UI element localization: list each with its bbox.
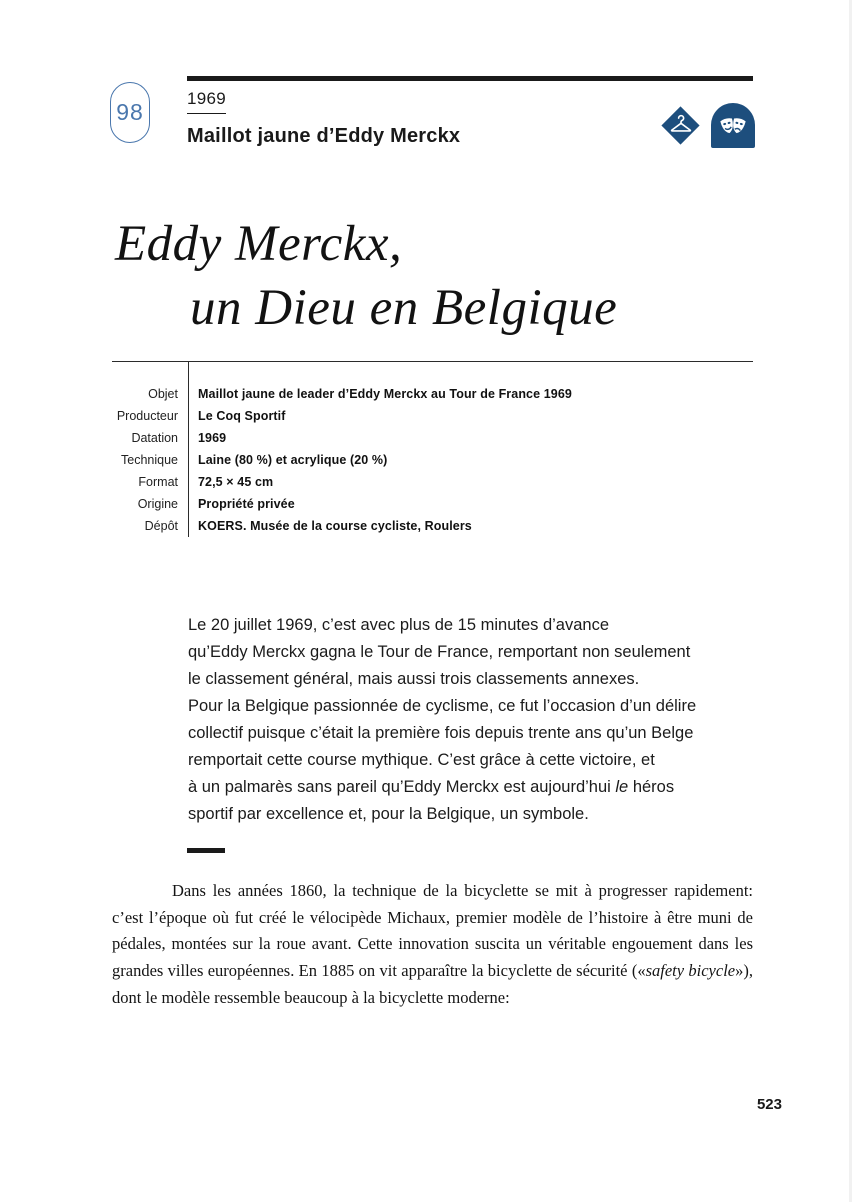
- metadata-label: Format: [138, 475, 178, 489]
- metadata-row: [112, 383, 753, 405]
- section-dash: [187, 848, 225, 853]
- intro-line: [188, 720, 778, 747]
- intro-paragraph: [188, 612, 778, 828]
- metadata-row: [112, 427, 753, 449]
- intro-line: [188, 747, 778, 774]
- text-segment: Le 20 juillet 1969, c’est avec plus de 15 minutes d’avance: [188, 616, 610, 634]
- intro-line: [188, 612, 778, 639]
- text-segment: héros: [628, 778, 675, 796]
- masks-glyph: [717, 110, 749, 142]
- metadata-value: Laine (80 %) et acrylique (20 %): [198, 453, 388, 467]
- metadata-row: [112, 515, 753, 537]
- intro-line: [188, 693, 778, 720]
- text-segment: le classement général, mais aussi trois classements annexes.: [188, 670, 640, 688]
- essay-title-line2: un Dieu en Belgique: [190, 280, 618, 336]
- text-segment: »), dont le modèle ressemble beaucoup à la bicyclette moderne:: [112, 961, 753, 1007]
- essay-title-line1: Eddy Merckx,: [115, 216, 403, 272]
- theater-masks-icon: [711, 103, 755, 148]
- metadata-table: [112, 362, 753, 537]
- italic-text: le: [615, 778, 629, 796]
- intro-line: [188, 774, 778, 801]
- metadata-value: 1969: [198, 431, 227, 445]
- metadata-label: Datation: [131, 431, 178, 445]
- text-segment: Dans les années 1860, la technique de la bicyclette se mit à progresser rapidement: c’est l’époque où fut créé le vélocipède Michaux, premier modèle de l’histoire à être muni de pédales, montées sur la roue avant. Cette innovation suscita un véritable engouement dans les grandes villes européennes. En 1885 on vit apparaître la bicyclette de sécurité («: [112, 881, 753, 981]
- header-year: 1969: [187, 89, 226, 114]
- text-segment: remportait cette course mythique. C’est grâce à cette victoire, et: [188, 751, 655, 769]
- metadata-label: Producteur: [116, 409, 178, 423]
- text-segment: sportif par excellence et, pour la Belgique, un symbole.: [188, 805, 589, 823]
- metadata-row: [112, 471, 753, 493]
- metadata-value: Le Coq Sportif: [198, 409, 286, 423]
- metadata-label: Objet: [148, 387, 178, 401]
- text-segment: qu’Eddy Merckx gagna le Tour de France, remportant non seulement: [188, 643, 691, 661]
- article-paragraph: [112, 878, 753, 1012]
- essay-title: [112, 212, 617, 340]
- catalog-number: 98: [116, 99, 144, 125]
- metadata-label: Technique: [121, 453, 178, 467]
- metadata-row: [112, 449, 753, 471]
- metadata-value: Maillot jaune de leader d’Eddy Merckx au Tour de France 1969: [198, 387, 572, 401]
- metadata-label: Dépôt: [144, 519, 178, 533]
- metadata-row: [112, 405, 753, 427]
- hanger-glyph: [668, 113, 694, 139]
- intro-line: [188, 666, 778, 693]
- object-title: Maillot jaune d’Eddy Merckx: [187, 125, 461, 147]
- intro-line: [188, 801, 778, 828]
- text-segment: collectif puisque c’était la première fois depuis trente ans qu’un Belge: [188, 724, 694, 742]
- intro-line: [188, 639, 778, 666]
- catalog-number-badge: [110, 82, 150, 143]
- metadata-value: KOERS. Musée de la course cycliste, Roulers: [198, 519, 472, 533]
- metadata-row: [112, 493, 753, 515]
- text-segment: Pour la Belgique passionnée de cyclisme, ce fut l’occasion d’un délire: [188, 697, 697, 715]
- clothing-hanger-icon: [662, 107, 700, 145]
- text-segment: à un palmarès sans pareil qu’Eddy Merckx est aujourd’hui: [188, 778, 616, 796]
- metadata-value: 72,5 × 45 cm: [198, 475, 274, 489]
- header-rule: [187, 76, 753, 81]
- metadata-value: Propriété privée: [198, 497, 295, 511]
- metadata-label: Origine: [137, 497, 178, 511]
- italic-text: safety bicycle: [645, 961, 736, 981]
- page-number: 523: [756, 1096, 782, 1113]
